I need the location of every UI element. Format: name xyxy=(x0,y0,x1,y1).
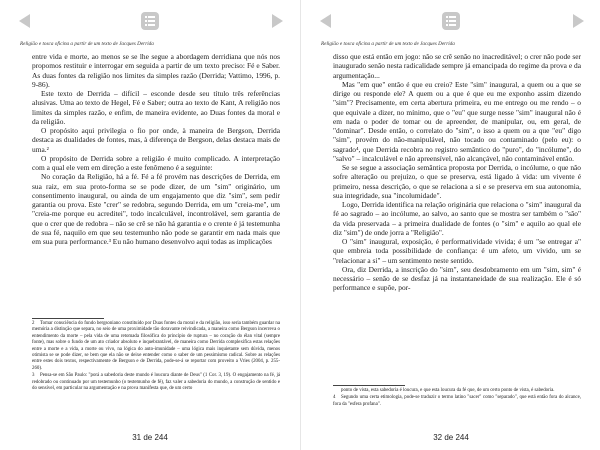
next-page-icon[interactable] xyxy=(569,12,587,30)
page-nav-bar xyxy=(301,8,600,34)
list-menu-icon[interactable] xyxy=(441,11,461,31)
next-page-icon[interactable] xyxy=(268,12,286,30)
page-number: 32 de 244 xyxy=(433,433,469,442)
paragraph: Logo, Derrida identifica na relação originária que relaciona o "sim" inaugural da fé ao sagrado – ao incólume, ao salvo, ao santo que se mostra ser também o "são" da vida preservada – a primeira dualidade de fontes (o "sim" e aquilo ao qual ele diz "sim") de onde jorra a "Religião". xyxy=(333,200,581,237)
footnote-text: Pensa-se em São Paulo: "porá a sabedoria deste mundo é loucura diante de Deus" (1 Cor. 3, 19). O engajamento na fé, já redobrado ou continuado por um testemunho (o testemunho de fé), faz valer a sabedoria do mundo, a construção de sentido e do sensível, em particular na argumentação e na prova manifesta que, de um certo xyxy=(32,373,280,392)
footnote xyxy=(32,373,280,392)
page-number: 31 de 244 xyxy=(132,433,168,442)
paragraph: Ora, diz Derrida, a inscrição do "sim", seu desdobramento em um "sim, sim" é necessário – senão de se desfaz já na instantaneidade de sua realização. Ele é só performance e supõe, por- xyxy=(333,264,581,293)
paragraph: O propósito de Derrida sobre a religião é muito complicado. A interpretação com a qual ele vem em direção a este fenômeno é a seguinte: xyxy=(32,153,280,172)
footnote-rule xyxy=(333,385,405,386)
paragraph: Este texto de Derrida – difícil – esconde desde seu título três referências alusivas. Uma ao texto de Hegel, Fé e Saber; outra ao texto de Kant, A religião nos limites da simples razão, e enfim, de maneira evidente, ao Duas fontes da moral e da religião. xyxy=(32,89,280,126)
body-text xyxy=(32,52,280,246)
right-page xyxy=(300,0,600,450)
footnote-rule xyxy=(32,318,104,319)
running-header: Religião e tosca oficina a partir de um texto de Jacques Derrida xyxy=(20,41,154,47)
footnotes xyxy=(32,321,280,393)
paragraph: disso que está então em jogo: não se crê senão no inacreditável; o crer não pode ser inaugurado senão nesta radicalidade sempre já emancipada do regime da prova e da argumentação... xyxy=(333,52,581,80)
paragraph: entre vida e morte, ao menos se se lhe segue a abordagem derridiana que nós nos propomos restituir e interrogar em seguida a partir de um texto preciso: Fé e Saber. As duas fontes da religião nos limites da simples razão (Derrida; Vattimo, 1996, p. 9-86). xyxy=(32,52,280,89)
page-nav-bar xyxy=(0,8,300,34)
footnote-text: Segundo uma certa etimologia, pode-se traduzir o termo latino "sacer" como "separado", que está então fora do alcance, fora da "esfera profana". xyxy=(333,395,581,407)
footnote-number: 4 xyxy=(333,395,336,401)
footnote-number: 2 xyxy=(32,321,35,326)
paragraph: Se se segue a associação semântica proposta por Derrida, o incólume, o que não sofre alteração ou prejuízo, o que se preserva, está ligado à vida: um vivente é primeiro, nessa descrição, o que se relaciona a si e se preserva em sua autonomia, sua integridade, sua "incolumidade". xyxy=(333,163,581,200)
footnote-text: ponto de vista, esta sabedoria é loucura, e que esta loucura da fé que, de um certo ponto de vista, é sabedoria. xyxy=(341,388,555,393)
body-text xyxy=(333,52,581,293)
footnote xyxy=(32,321,280,372)
paragraph: Mas "em que" então é que eu creio? Este "sim" inaugural, a quem ou a que se dirige ou responde ele? A quem ou a que é que eu me exponho assim dizendo "sim"? Precisamente, em certa abertura primeira, eu me entrego ou me rendo – o que equivale a dizer, no mínimo, que o "eu" que surge nesse "sim" inaugural não é em nada o poder de tomar ou de apreender, de manipular, ou, em geral, de "dominar". Desde então, o correlato do "sim", o isso a quem ou a que "eu" digo "sim", provém do não-manipulável, não tocado ou contaminado (pelo eu): o sagrado⁴, que Derrida recobra no registro semântico do "puro", do "incólume", do "salvo" – incalculável e não apreensível, não alcançável, não contaminável então. xyxy=(333,79,581,163)
list-menu-icon[interactable] xyxy=(140,11,160,31)
paragraph: O "sim" inaugural, exposição, é performatividade vivida; é um "se entregar a" que embreia toda possibilidade de confiança: é um afeto, um vivido, um se "relacionar a si" – um sentimento neste sentido. xyxy=(333,237,581,265)
footnote-text: Tomar consciência do fundo bergsoniano constituído por Duas fontes da moral e da religião, isso seria também guardar na memória a distinção que separa, no seio de uma proximidade tão doravante reivindicada, a maneira como Bergson incerreva o entendimento da morte – pela vida de uma retomada filosófica do princípio de ruptura – no coração do élan vital (sempre fonte), mas sobre o fundo de um ato criador absoluto e inquebrantável, de maneira como Derrida complexifica estas relações entre a morte e a vida, a morte ou vivo, na lógica do auto-imunidade – uma lógica mais inquietante sem dúvida, menos otimista se se pode dizer, se bem que ela não se deixe entender como o saber de um pessimismo radical. Sobre as relações entre estes dois textos, respectivamente de Bergson e de Derrida, pode-se-á se reportar com proveito a Vries (2004, p. 255-260). xyxy=(32,321,280,371)
footnote xyxy=(333,388,581,394)
running-header: Religião e tosca oficina a partir de um texto de Jacques Derrida xyxy=(321,41,455,47)
footnote-number: 3 xyxy=(32,373,35,379)
paragraph: No coração da Religião, há a fé. Fé a fé provém nas descrições de Derrida, em sua raiz, em sua proto-forma se se pode dizer, de um "sim" originário, um consentimento inaugural, ou ainda de um engajamento que diz "sim", sem pedir garantia ou prova. Este "crer" se redobra, segundo Derrida, em um "creia-me", um "creia-me porque eu acreditei", todo incalculável, incontrolável, sem garantia de que o crer que de redobra – não se crê se não há garantia e o crente é já testemunha de sua fé, naquilo em que seu testemunho não pode se garantir em nada mais que em sua pura performance.³ Eu não humano desenvolvo aqui todas as implicações xyxy=(32,172,280,246)
paragraph: O propósito aqui privilegia o fio por onde, à maneira de Bergson, Derrida destaca as dualidades de fontes, mas, à diferença de Bergson, delas destaca mais de uma.² xyxy=(32,126,280,154)
prev-page-icon[interactable] xyxy=(317,12,335,30)
footnotes xyxy=(333,388,581,409)
prev-page-icon[interactable] xyxy=(16,12,34,30)
footnote xyxy=(333,395,581,408)
